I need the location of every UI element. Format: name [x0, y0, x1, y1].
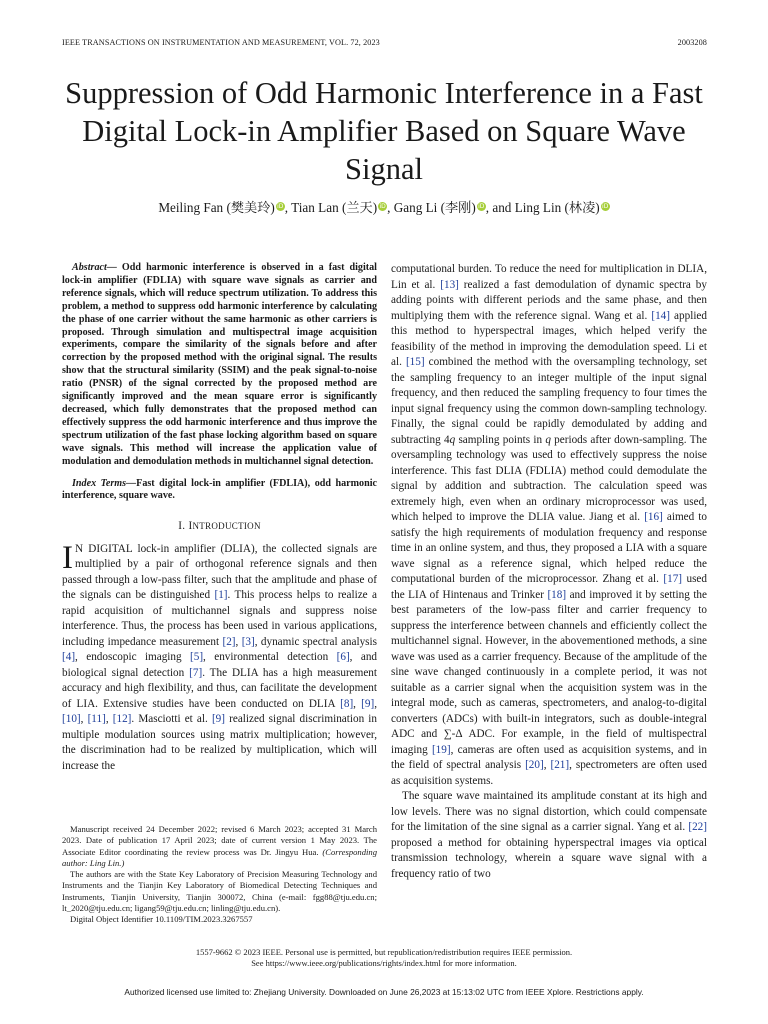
left-column — [62, 262, 377, 774]
citation-link[interactable]: [9] — [361, 697, 375, 710]
drop-cap: I — [62, 539, 73, 576]
running-header-article-number: 2003208 — [677, 38, 707, 47]
author-name: Meiling Fan (樊美玲) — [158, 200, 275, 215]
citation-link[interactable]: [2] — [222, 635, 236, 648]
orcid-icon[interactable]: iD — [277, 203, 284, 210]
citation-link[interactable]: [4] — [62, 651, 76, 664]
section-heading-introduction: I. INTRODUCTION — [178, 520, 261, 533]
citation-link[interactable]: [14] — [651, 309, 670, 322]
orcid-icon[interactable]: iD — [379, 203, 386, 210]
citation-link[interactable]: [16] — [644, 511, 663, 523]
citation-link[interactable]: [10] — [62, 713, 81, 726]
citation-link[interactable]: [21] — [550, 759, 570, 771]
citation-link[interactable]: [15] — [405, 356, 425, 368]
abstract-label: Abstract— — [72, 262, 117, 273]
body-paragraph: computational burden. To reduce the need for multiplication in DLIA, Lin et al. [13] realized a fast demodulation of dynamic spectra by adding points with different periods and the same phase, and then multiplying them with the reference signal. Wang et al. [14] applied this method to hyperspectral images, which helped verify the feasibility of the method in improving the demodulation speed. Li et al. [15] combined the method with the oversampling technology, set the sampling frequency to an integer multiple of the input signal frequency, and then reduced the sampling frequency to four times the input signal frequency using the common down-sampling technology. Finally, the signal could be rapidly demodulated by adding and subtracting 4q sampling points in q periods after down-sampling. The oversampling technology was used to effectively suppress the noise interference. This fast DLIA (FDLIA) method could demodulate the signal by addition and subtraction. The calculation speed was extremely high, even when an ordinary microprocessor was used, which helped to improve the DLIA value. Jiang et al. [16] aimed to satisfy the high requirements of modulation frequency and response time in an online system, and thus, they proposed a LIA with a square wave signal as a reference signal, which helped reduce the computational burden of the microprocessor. Zhang et al. [17] used the LIA of Hintenaus and Trinker [18] and improved it by setting the best parameters of the low-pass filter and carrier frequency to suppress the interference between channels and efficiently collect the multichannel signal. However, in the abovementioned methods, a sine wave was used as a carrier frequency. Because of the amplitude of the sine wave changed continuously in a complete period, it was not suitable as a carrier signal when the acquisition system was in the integral mode, such as cameras, spectrometers, and analog-to-digital converters (ADCs) with built-in integrators, such as double-integral ADC and ∑-Δ ADC. For example, in the field of multispectral imaging [19], cameras are often used as acquisition systems, and in the field of spectral analysis [20], [21], spectrometers are often used as acquisition systems. — [391, 263, 708, 787]
citation-link[interactable]: [20] — [525, 759, 544, 771]
citation-link[interactable]: [11] — [87, 713, 106, 726]
author-name: Ling Lin (林凌) — [514, 200, 600, 215]
citation-link[interactable]: [8] — [340, 697, 354, 710]
abstract-text: Odd harmonic interference is observed in a fast digital lock-in amplifier (FDLIA) with square wave signals as carrier and reference signals, which will reduce spectrum utilization. To address this problem, a method to suppress odd harmonic interference by calculating the phase of one carrier without the same harmonic as other carriers is proposed. Through simulation and multispectral image acquisition experiments, compare the similarity of the signals before and after correction by the proposed method with the original signal. The results show that the structural similarity (SSIM) and the peak signal-to-noise ratio (PNSR) of the signal corrected by the proposed method are significantly improved and the mean square error is significantly decreased, which fully demonstrates that the proposed method can effectively suppress the odd harmonic interference and thus improve the spectrum utilization of the fast phase locking algorithm based on square wave signals. This method will increase the application value of modulation and demodulation methods in multichannel signal detection. — [62, 262, 377, 467]
license-notice: Authorized licensed use limited to: Zhejiang University. Downloaded on June 26,2023 at 15:13:02 UTC from IEEE Xplore. Restrictions apply. — [124, 987, 644, 997]
citation-link[interactable]: [22] — [688, 821, 707, 833]
citation-link[interactable]: [18] — [547, 588, 567, 601]
citation-link[interactable]: [19] — [431, 743, 451, 756]
running-header-journal: IEEE TRANSACTIONS ON INSTRUMENTATION AND MEASUREMENT, VOL. 72, 2023 — [62, 38, 380, 47]
paper-title: Suppression of Odd Harmonic Interference in a Fast Digital Lock-in Amplifier Based on Square Wave Signal — [65, 76, 703, 186]
intro-paragraph: I N DIGITAL lock-in amplifier (DLIA), the collected signals are multiplied by a pair of orthogonal reference signals and then passed through a low-pass filter, such that the amplitude and phase of the signals can be distinguished [1]. This process helps to realize a rapid acquisition of multichannel signals and suppress noise interference. Thus, the process has been used in various applications, including impedance measurement [2], [3], dynamic spectral analysis [4], endoscopic imaging [5], environmental detection [6], and biological signal detection [7]. The DLIA has a high measurement accuracy and high flexibility, and thus, can facilitate the development of LIA. Extensive studies have been conducted on DLIA [8], [9], [10], [11], [12]. Masciotti et al. [9] realized signal discrimination in multiple modulation sources using matrix multiplication; however, the discrimination had to be realized by multiplication, which will increase the — [62, 539, 378, 772]
orcid-icon[interactable]: iD — [602, 203, 609, 210]
index-terms-text: Fast digital lock-in amplifier (FDLIA), odd harmonic interference, square wave. — [62, 477, 377, 502]
orcid-icon[interactable]: iD — [478, 203, 485, 210]
citation-link[interactable]: [13] — [440, 278, 459, 291]
right-column — [391, 262, 707, 882]
author-name: Gang Li (李刚) — [393, 200, 476, 215]
citation-link[interactable]: [5] — [190, 651, 204, 664]
citation-link[interactable]: [1] — [214, 589, 228, 602]
citation-link[interactable]: [6] — [336, 651, 350, 664]
citation-link[interactable]: [7] — [189, 666, 203, 679]
footnote-manuscript: Manuscript received 24 December 2022; revised 6 March 2023; accepted 31 March 2023. Date of publication 17 April 2023; date of current version 1 May 2023. The Associate Editor coordinating the review process was Dr. Jingyu Hua. (Corresponding author: Ling Lin.) — [62, 824, 377, 868]
copyright-notice: 1557-9662 © 2023 IEEE. Personal use is permitted, but republication/redistribution requires IEEE permission. See https://www.ieee.org/publications/rights/index.html for more information. — [195, 947, 573, 969]
citation-link[interactable]: [9] — [211, 713, 225, 726]
first-page-footnote — [62, 824, 377, 926]
author-list: Meiling Fan (樊美玲) iD, Tian Lan (兰天) iD, Gang Li (李刚) iD, and Ling Lin (林凌) iD — [158, 200, 609, 215]
index-terms — [62, 478, 377, 504]
footnote-doi: Digital Object Identifier 10.1109/TIM.2023.3267557 — [70, 914, 253, 925]
citation-link[interactable]: [17] — [663, 573, 683, 585]
author-name: Tian Lan (兰天) — [291, 200, 378, 215]
abstract — [62, 262, 377, 469]
citation-link[interactable]: [3] — [241, 635, 255, 648]
citation-link[interactable]: [12] — [112, 713, 132, 726]
footnote-affiliation: The authors are with the State Key Laboratory of Precision Measuring Technology and Instruments and the Tianjin Key Laboratory of Biomedical Detecting Techniques and Instruments, Tianjin University, Tianjin 300072, China (e-mail: fgg88@tju.edu.cn; lt_2020@tju.edu.cn; ligang59@tju.edu.cn; linling@tju.edu.cn). — [62, 869, 377, 914]
body-paragraph: The square wave maintained its amplitude constant at its high and low levels. There was no signal distortion, which could compensate for the limitation of the sine signal as a carrier signal. Yang et al. [22] proposed a method for obtaining hyperspectral images via optical transmission technology, wherein a square wave signal with a frequency ratio of two — [391, 790, 707, 880]
index-terms-label: Index Terms— — [72, 477, 137, 489]
